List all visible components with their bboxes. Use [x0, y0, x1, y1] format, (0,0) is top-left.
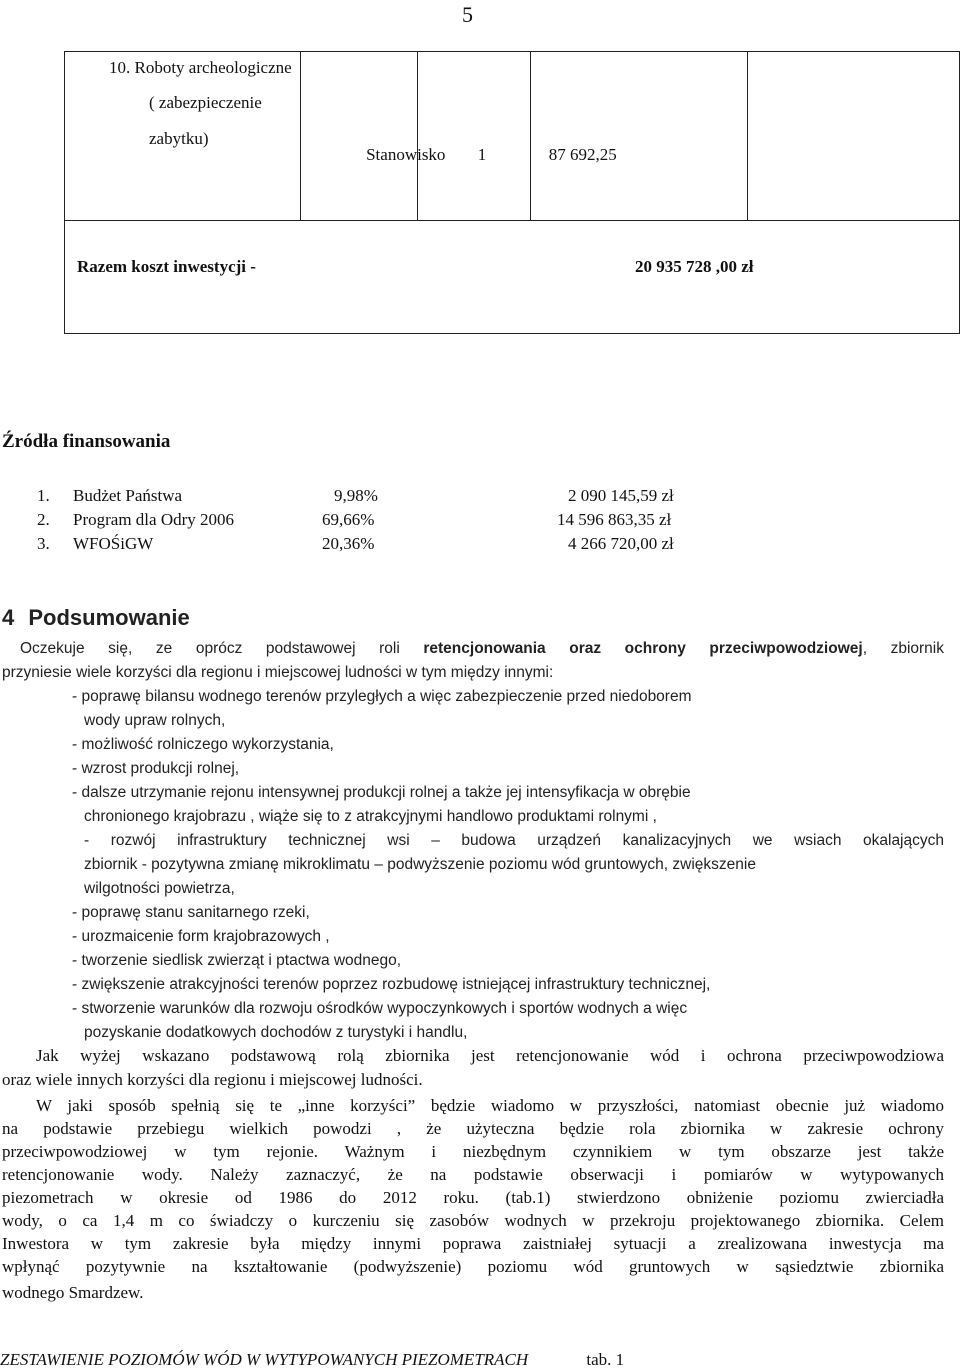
unit-cell [301, 52, 446, 221]
paragraph-line: wodnego Smardzew. [2, 1283, 144, 1302]
list-item: pozyskanie dodatkowych dochodów z turystyki i handlu, [84, 1024, 468, 1041]
funding-percent: 69,66% [322, 510, 375, 529]
total-value: 20 935 728 ,00 zł [635, 257, 754, 276]
paragraph-line: Inwestora w tym zakresie była między innymi poprawa zaistniałej sytuacji a zrealizowana inwestycja ma [2, 1234, 944, 1253]
funding-amount: 4 266 720,00 zł [568, 534, 674, 553]
table-caption [0, 1350, 624, 1370]
funding-name: Program dla Odry 2006 [73, 510, 235, 529]
caption-tab: tab. 1 [586, 1350, 625, 1369]
funding-name: Budżet Państwa [73, 486, 183, 505]
list-item: - możliwość rolniczego wykorzystania, [72, 736, 334, 753]
funding-num: 1. [37, 486, 50, 505]
funding-percent: 9,98% [334, 486, 378, 505]
page-number: 5 [462, 2, 473, 27]
paragraph-line: wpłynąć pozytywnie na kształtowanie (podwyższenie) poziomu wód gruntowych w sąsiedztwie zbiornika [2, 1257, 944, 1276]
quantity-value: 1 [477, 145, 487, 164]
value-cell [530, 52, 747, 221]
empty-cell [748, 52, 960, 221]
item-cell [65, 52, 301, 221]
funding-percent: 20,36% [322, 534, 375, 553]
list-item: - rozwój infrastruktury technicznej wsi – budowa urządzeń kanalizacyjnych we wsiach okalających [84, 832, 944, 849]
caption-title: ZESTAWIENIE POZIOMÓW WÓD W WYTYPOWANYCH PIEZOMETRACH [0, 1350, 529, 1369]
funding-num: 2. [37, 510, 50, 529]
paragraph-line: przeciwpowodziowej w tym rejonie. Ważnym i niezbędnym czynnikiem w tym obszarze jest także [2, 1142, 944, 1161]
list-item: - zwiększenie atrakcyjności terenów poprzez rozbudowę istniejącej infrastruktury technicznej, [72, 976, 711, 993]
quantity-cell [417, 52, 530, 221]
paragraph-line: W jaki sposób spełnią się te „inne korzyści” będzie wiadomo w przyszłości, natomiast obecnie już wiadomo [36, 1096, 944, 1115]
paragraph-line: wody, o ca 1,4 m co świadczy o kurczeniu się zasobów wodnych w przekroju projektowanego zbiornika. Celem [2, 1211, 944, 1230]
funding-name: WFOŚiGW [73, 534, 154, 553]
funding-amount: 14 596 863,35 zł [557, 510, 672, 529]
list-item: wilgotności powietrza, [84, 880, 235, 897]
paragraph-line: piezometrach w okresie od 1986 do 2012 roku. (tab.1) stwierdzono obniżenie poziomu zwierciadła [2, 1188, 944, 1207]
list-item: chronionego krajobrazu , wiąże się to z atrakcyjnymi handlowo produktami rolnymi , [84, 808, 657, 825]
list-item: - poprawę bilansu wodnego terenów przyległych a więc zabezpieczenie przed niedoborem [72, 688, 692, 705]
unit-value: Stanowisko [366, 145, 446, 164]
table-row [65, 52, 960, 221]
list-item: wody upraw rolnych, [84, 712, 226, 729]
item-line: zabytku) [149, 129, 209, 148]
cost-table [64, 51, 960, 334]
funding-amount: 2 090 145,59 zł [568, 486, 674, 505]
total-label: Razem koszt inwestycji - [77, 257, 256, 276]
paragraph-line: na podstawie przebiegu wielkich powodzi , że użyteczna będzie rola zbiornika w zakresie ochrony [2, 1119, 944, 1138]
list-item: - poprawę stanu sanitarnego rzeki, [72, 904, 310, 921]
paragraph-line: oraz wiele innych korzyści dla regionu i miejscowej ludności. [2, 1070, 423, 1089]
list-item: - dalsze utrzymanie rejonu intensywnej produkcji rolnej a także jej intensyfikacja w obrębie [72, 784, 691, 801]
section-number: 4 [2, 605, 15, 630]
cost-value: 87 692,25 [548, 145, 617, 164]
total-cell [65, 221, 960, 334]
funding-title: Źródła finansowania [2, 431, 171, 452]
list-item: - tworzenie siedlisk zwierząt i ptactwa wodnego, [72, 952, 402, 969]
section-heading [2, 605, 190, 631]
list-item: - wzrost produkcji rolnej, [72, 760, 240, 777]
paragraph-line: retencjonowanie wody. Należy zaznaczyć, że na podstawie obserwacji i pomiarów w wytypowanych [2, 1165, 944, 1184]
paragraph-line: Jak wyżej wskazano podstawową rolą zbiornika jest retencjonowanie wód i ochrona przeciwpowodziowa [36, 1046, 944, 1065]
list-item: - urozmaicenie form krajobrazowych , [72, 928, 330, 945]
section-title: Podsumowanie [28, 605, 190, 630]
funding-num: 3. [37, 534, 50, 553]
item-line: 10. Roboty archeologiczne [109, 58, 292, 77]
item-line: ( zabezpieczenie [149, 93, 262, 112]
list-item: zbiornik - pozytywna zmianę mikroklimatu – podwyższenie poziomu wód gruntowych, zwiększenie [84, 856, 756, 873]
intro-line: Oczekuje się, ze oprócz podstawowej roli retencjonowania oraz ochrony przeciwpowodziowej, zbiornik [20, 640, 944, 657]
intro-line: przyniesie wiele korzyści dla regionu i miejscowej ludności w tym między innymi: [2, 664, 554, 681]
table-row [65, 221, 960, 334]
list-item: - stworzenie warunków dla rozwoju ośrodków wypoczynkowych i sportów wodnych a więc [72, 1000, 688, 1017]
